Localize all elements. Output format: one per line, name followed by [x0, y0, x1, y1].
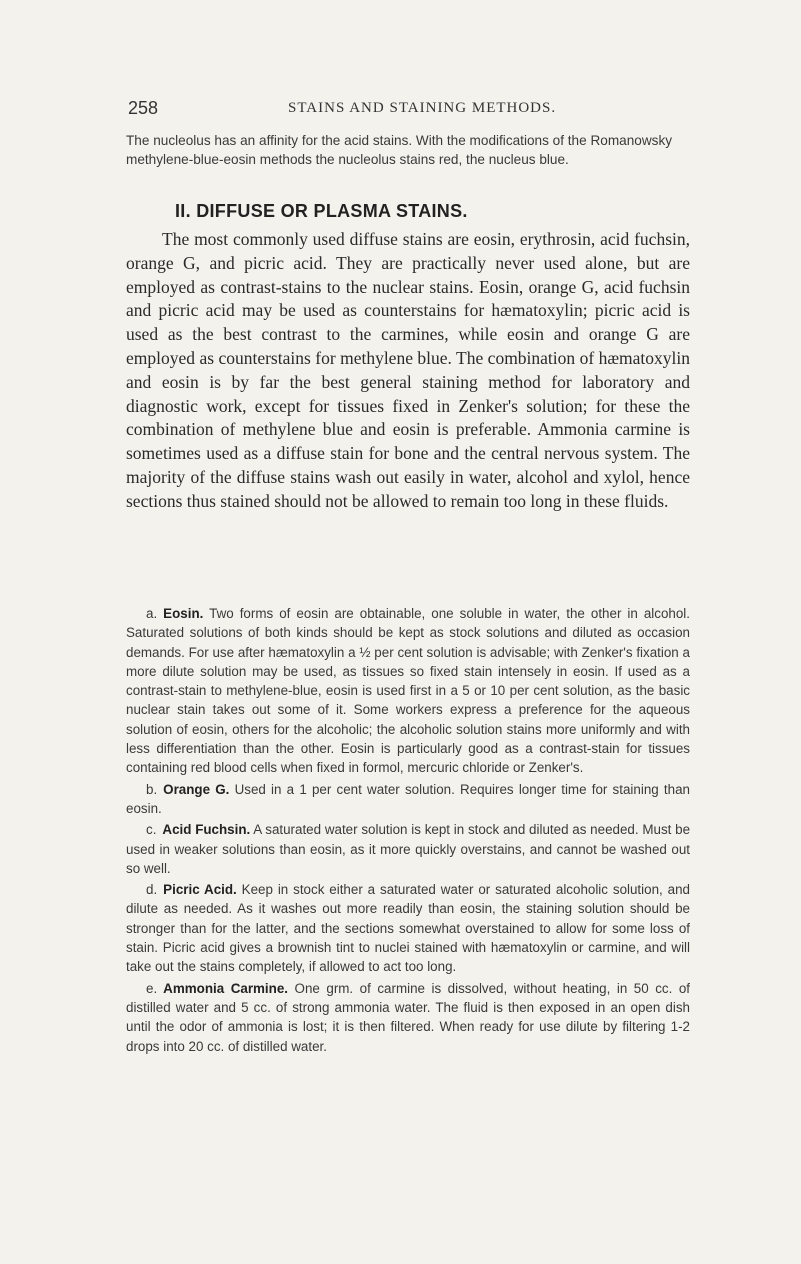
- page-number: 258: [128, 98, 159, 118]
- item-term: Eosin.: [163, 606, 204, 621]
- item-letter: e.: [146, 980, 158, 996]
- item-text: Keep in stock either a saturated water or saturated alcoholic solution, and dilute as needed. As it washes out more readily than eosin, the staining solution should be stronger than for the latter, and the sections somewhat overstained to allow for some loss of stain. Picric acid gives a brownish tint to nuclei stained with hæmatoxylin or carmine, and will take out the stains completely, if allowed to act too long.: [126, 882, 690, 975]
- item-text: Used in a 1 per cent water solution. Requires longer time for staining than eosin.: [126, 781, 690, 816]
- stain-list: [126, 604, 690, 1058]
- item-text: Two forms of eosin are obtainable, one soluble in water, the other in alcohol. Saturated solutions of both kinds should be kept as stock solutions and diluted as occasion demands. For use after hæmatoxylin a ½ per cent solution is advisable; with Zenker's fixation a more dilute solution may be used, as tissues so fixed stain intensely in eosin. If used as a contrast-stain to methylene-blue, eosin is used first in a 5 or 10 per cent solution, as the basic nuclear stain takes out some of it. Some workers express a preference for the aqueous solution of eosin, others for the alcoholic; the alcoholic solution stains more uniformly and with less differentiation than the other. Eosin is particularly good as a contrast-stain for tissues containing red blood cells when fixed in formol, mercuric chloride or Zenker's.: [126, 606, 691, 776]
- list-item-orange-g: [126, 780, 690, 819]
- section-paragraph: The most commonly used diffuse stains are eosin, erythrosin, acid fuchsin, orange G, and picric acid. They are practically never used alone, but are employed as contrast-stains to the nuclear stains. Eosin, orange G, acid fuchsin and picric acid may be used as counterstains for hæmatoxylin; picric acid is used as the best contrast to the carmines, while eosin and orange G are employed as counterstains for methylene blue. The combination of hæmatoxylin and eosin is by far the best general staining method for laboratory and diagnostic work, except for tissues fixed in Zenker's solution; for these the combination of methylene blue and eosin is preferable. Ammonia carmine is sometimes used as a diffuse stain for bone and the central nervous system. The majority of the diffuse stains wash out easily in water, alcohol and xylol, hence sections thus stained should not be allowed to remain too long in these fluids.: [126, 229, 690, 511]
- list-item-ammonia-carmine: [126, 979, 690, 1056]
- item-letter: a.: [146, 606, 158, 621]
- item-text: A saturated water solution is kept in stock and diluted as needed. Must be used in weaker solutions than eosin, as it more quickly overstains, and cannot be washed out so well.: [126, 822, 691, 876]
- item-letter: d.: [146, 882, 158, 898]
- list-item-picric-acid: [126, 880, 690, 976]
- item-letter: b.: [146, 781, 158, 797]
- list-item-acid-fuchsin: [126, 820, 690, 878]
- item-text: One grm. of carmine is dissolved, without heating, in 50 cc. of distilled water and 5 cc. of strong ammonia water. The fluid is then exposed in an open dish until the odor of ammonia is lost; it is then filtered. When ready for use dilute by filtering 1-2 drops into 20 cc. of distilled water.: [126, 980, 690, 1054]
- item-term: Picric Acid.: [163, 882, 237, 898]
- list-item-eosin: [126, 604, 690, 778]
- item-term: Ammonia Carmine.: [163, 980, 289, 996]
- item-term: Acid Fuchsin.: [162, 822, 251, 838]
- running-title: STAINS AND STAINING METHODS.: [288, 100, 557, 116]
- intro-paragraph: The nucleolus has an affinity for the acid stains. With the modifications of the Romanowsky methylene-blue-eosin methods the nucleolus stains red, the nucleus blue.: [126, 133, 673, 167]
- running-head: [128, 98, 688, 120]
- item-letter: c.: [146, 822, 157, 838]
- section-heading: II. DIFFUSE OR PLASMA STAINS.: [175, 201, 468, 221]
- item-term: Orange G.: [163, 781, 230, 797]
